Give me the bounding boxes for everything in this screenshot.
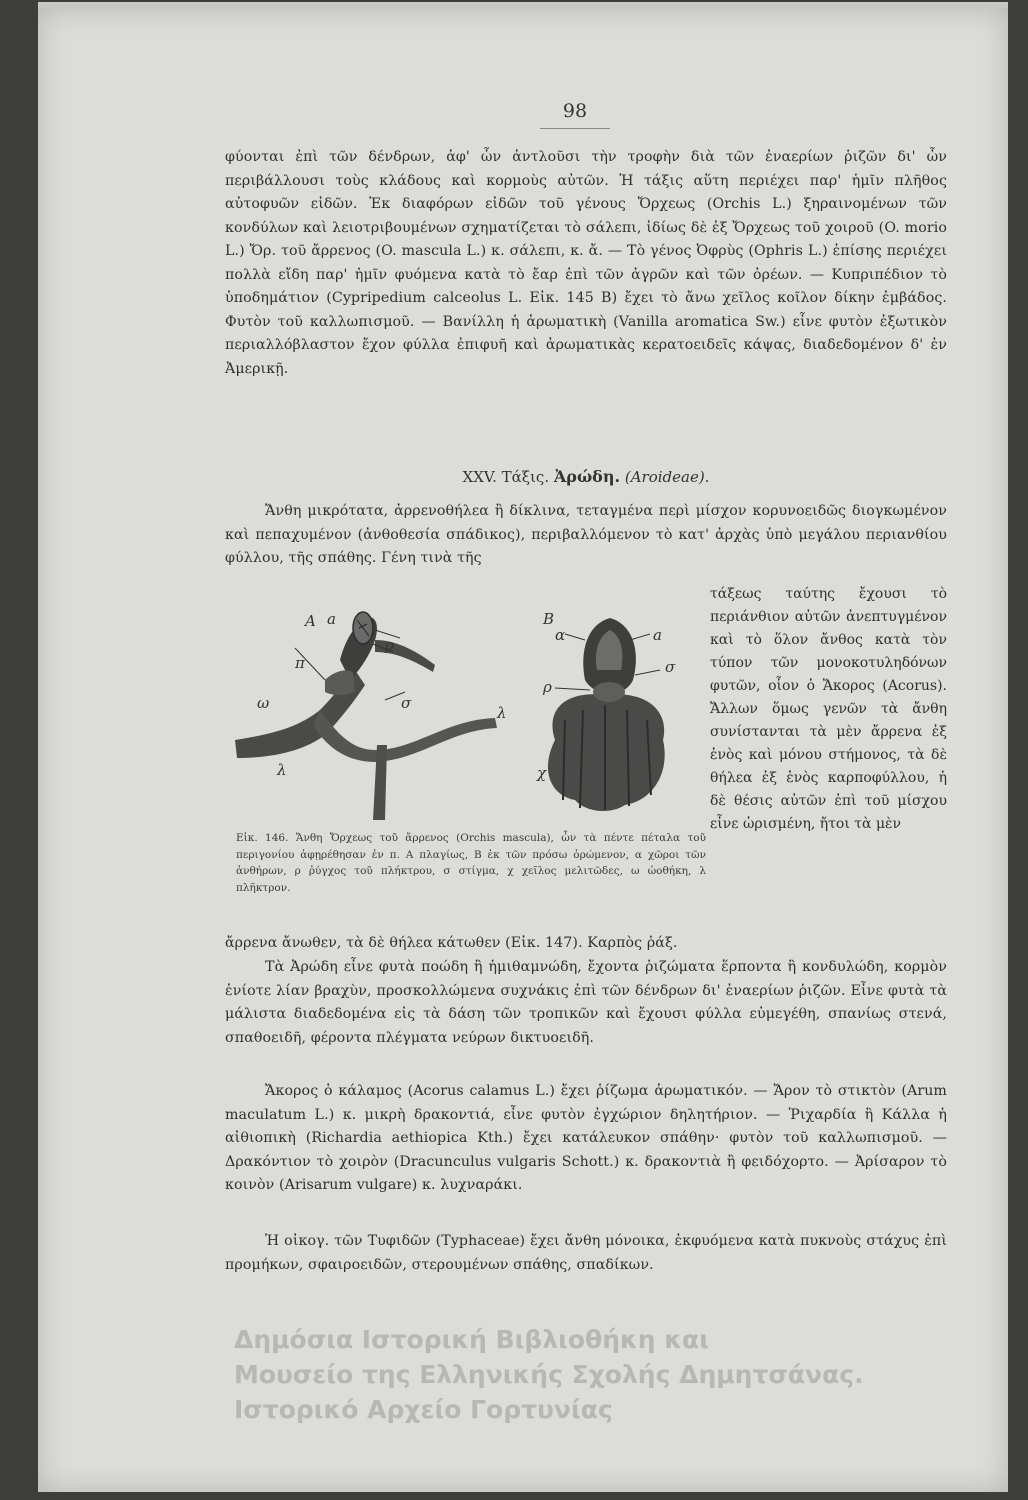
figure-label-lambda-left: λ: [277, 761, 287, 779]
figure-label-rho-right: ρ: [543, 678, 552, 696]
figure-label-lambda-right: λ: [497, 704, 507, 722]
paragraph-aroideae-description: [225, 956, 947, 1050]
figure-label-omega: ω: [257, 694, 270, 712]
watermark-line-3: Ιστορικό Αρχείο Γορτυνίας: [234, 1395, 613, 1424]
paragraph-aroideae-intro: [225, 500, 947, 571]
figure-label-A: A: [305, 612, 316, 630]
section-heading-title: Ἀρώδη.: [553, 467, 621, 486]
figure-label-chi: χ: [537, 764, 547, 782]
figure-label-a-left: a: [327, 610, 336, 628]
page-number: 98: [562, 100, 588, 122]
watermark-line-1: Δημόσια Ιστορική Βιβλιοθήκη και: [234, 1325, 709, 1354]
right-column-paragraph: τάξεως ταύτης ἔχουσι τὸ περιάνθιον αὐτῶν ἀνεπτυγμένον καὶ τὸ ὅλον ἄνθος κατὰ τὸν τύπον τῶν μονοκοτυληδόνων φυτῶν, οἷον ὁ Ἄκορος (Acorus). Ἄλλων ὅμως γενῶν τὰ ἄνθη συνίστανται τὰ μὲν ἄρρενα ἐξ ἑνὸς καὶ μόνου στήμονος, τὰ δὲ θήλεα ἐξ ἑνὸς καρποφύλλου, ἡ δὲ θέσις αὐτῶν ἐπὶ τοῦ μίσχου εἶνε ὡρισμένη, ἤτοι τὰ μὲν: [710, 586, 947, 832]
page-number-rule: [540, 128, 610, 129]
figure-label-B: B: [543, 610, 555, 628]
paragraph-continuation: [225, 932, 947, 956]
figure-a-side-view: [235, 612, 497, 820]
paragraph-6: Ἡ οἰκογ. τῶν Τυφιδῶν (Typhaceae) ἔχει ἄνθη μόνοικα, ἐκφυόμενα κατὰ πυκνοὺς στάχυς ἐπὶ προμήκων, σφαιροειδῶν, στερουμένων σπάθης, σπαδίκων.: [225, 1233, 947, 1273]
section-heading-latin: (Aroideae).: [624, 468, 710, 486]
watermark-line-2: Μουσείο της Ελληνικής Σχολής Δημητσάνας.: [234, 1360, 864, 1389]
paragraph-aroideae-species: [225, 1080, 947, 1198]
figure-label-rho: ρ: [385, 636, 394, 654]
right-column-text: [710, 583, 947, 836]
paragraph-orchids: [225, 146, 947, 381]
figure-caption-text: Εἰκ. 146. Ἄνθη Ὄρχεως τοῦ ἄρρενος (Orchis mascula), ὧν τὰ πέντε πέταλα τοῦ περιγονίου ἀφῃρέθησαν ἐν π. A πλαγίως, B ἐκ τῶν πρόσω ὁρώμενον, α χῶροι τῶν ἀνθήρων, ρ ῥύγχος τοῦ πλήκτρου, σ στίγμα, χ χεῖλος μελιτῶδες, ω ὠοθήκη, λ πλῆκτρον.: [236, 832, 706, 894]
section-heading: [225, 467, 947, 486]
figure-label-alpha-right: α: [555, 626, 566, 644]
paragraph-4: Τὰ Ἀρώδη εἶνε φυτὰ ποώδη ἢ ἡμιθαμνώδη, ἔχοντα ῥιζώματα ἕρποντα ἢ κονδυλώδη, κορμὸν ἐνίοτε λίαν βραχὺν, προσκολλώμενα συχνάκις ἐπὶ τῶν δένδρων δι' ἐναερίων ῥιζῶν. Εἶνε φυτὰ τὰ μάλιστα διαδεδομένα εἰς τὰ δάση τῶν τροπικῶν καὶ ἔχουσι φύλλα εὐμεγέθη, σπανίως στενά, σπαθοειδῆ, φέροντα πλέγματα νεύρων δικτυοειδῆ.: [225, 959, 947, 1046]
figure-b-front-view: [548, 618, 665, 811]
paragraph-2: Ἄνθη μικρότατα, ἀρρενοθήλεα ἢ δίκλινα, τεταγμένα περὶ μίσχον κορυνοειδῶς διογκωμένον καὶ πεπαχυμένον (ἀνθοθεσία σπάδικος), περιβαλλόμενον τὸ κατ' ἀρχὰς ὑπὸ μεγάλου περιανθίου φύλλου, τῆς σπάθης. Γένη τινὰ τῆς: [225, 503, 947, 566]
paragraph-1: φύονται ἐπὶ τῶν δένδρων, ἀφ' ὧν ἀντλοῦσι τὴν τροφὴν διὰ τῶν ἐναερίων ῥιζῶν δι' ὧν περιβάλλουσι τοὺς κλάδους καὶ κορμοὺς αὐτῶν. Ἡ τάξις αὕτη περιέχει παρ' ἡμῖν πλῆθος αὐτοφυῶν εἰδῶν. Ἐκ διαφόρων εἰδῶν τοῦ γένους Ὄρχεως (Orchis L.) ξηραινομένων τῶν κονδύλων καὶ λειοτριβουμένων σχηματίζεται τὸ σάλεπι, ἰδίως δὲ ἐξ Ὄρχεως τοῦ χοιροῦ (O. morio L.) Ὄρ. τοῦ ἄρρενος (O. mascula L.) κ. σάλεπι, κ. ἄ. — Τὸ γένος Ὀφρὺς (Ophris L.) ἐπίσης περιέχει πολλὰ εἴδη παρ' ἡμῖν φυόμενα κατὰ τὸ ἔαρ ἐπὶ τῶν ἀγρῶν καὶ τῶν ὀρέων. — Κυπριπέδιον τὸ ὑποδημάτιον (Cypripedium calceolus L. Εἰκ. 145 B) ἔχει τὸ ἄνω χεῖλος κοῖλον δίκην ἐμβάδος. Φυτὸν τοῦ καλλωπισμοῦ. — Βανίλλη ἡ ἀρωματικὴ (Vanilla aromatica Sw.) εἶνε φυτὸν ἐξωτικὸν περιαλλόβλαστον ἔχον φύλλα ἐπιφυῆ καὶ ἀρωματικὰς κερατοειδεῖς κάψας, διαδεδομένον δ' ἐν Ἀμερικῇ.: [225, 149, 947, 377]
paragraph-typhaceae: [225, 1230, 947, 1277]
figure-label-sigma-right: σ: [665, 658, 676, 676]
paragraph-3: ἄρρενα ἄνωθεν, τὰ δὲ θήλεα κάτωθεν (Εἰκ. 147). Καρπὸς ῥάξ.: [225, 935, 678, 951]
figure-caption: [236, 830, 706, 896]
orchis-flower-figure: [225, 600, 705, 825]
figure-label-pi: π: [295, 654, 305, 672]
figure-label-a-right: a: [653, 626, 662, 644]
figure-label-sigma-left: σ: [401, 694, 412, 712]
library-watermark: [234, 1322, 994, 1427]
section-heading-prefix: XXV. Τάξις.: [462, 468, 550, 486]
paragraph-5: Ἄκορος ὁ κάλαμος (Acorus calamus L.) ἔχει ῥίζωμα ἀρωματικόν. — Ἄρον τὸ στικτὸν (Arum maculatum L.) κ. μικρὴ δρακοντιά, εἶνε φυτὸν ἐγχώριον δηλητήριον. — Ῥιχαρδία ἢ Κάλλα ἡ αἰθιοπικὴ (Richardia aethiopica Kth.) ἔχει κατάλευκον σπάθην· φυτὸν τοῦ καλλωπισμοῦ. — Δρακόντιον τὸ χοιρὸν (Dracunculus vulgaris Schott.) κ. δρακοντιὰ ἢ φειδόχορτο. — Ἀρίσαρον τὸ κοινὸν (Arisarum vulgare) κ. λυχναράκι.: [225, 1083, 947, 1193]
